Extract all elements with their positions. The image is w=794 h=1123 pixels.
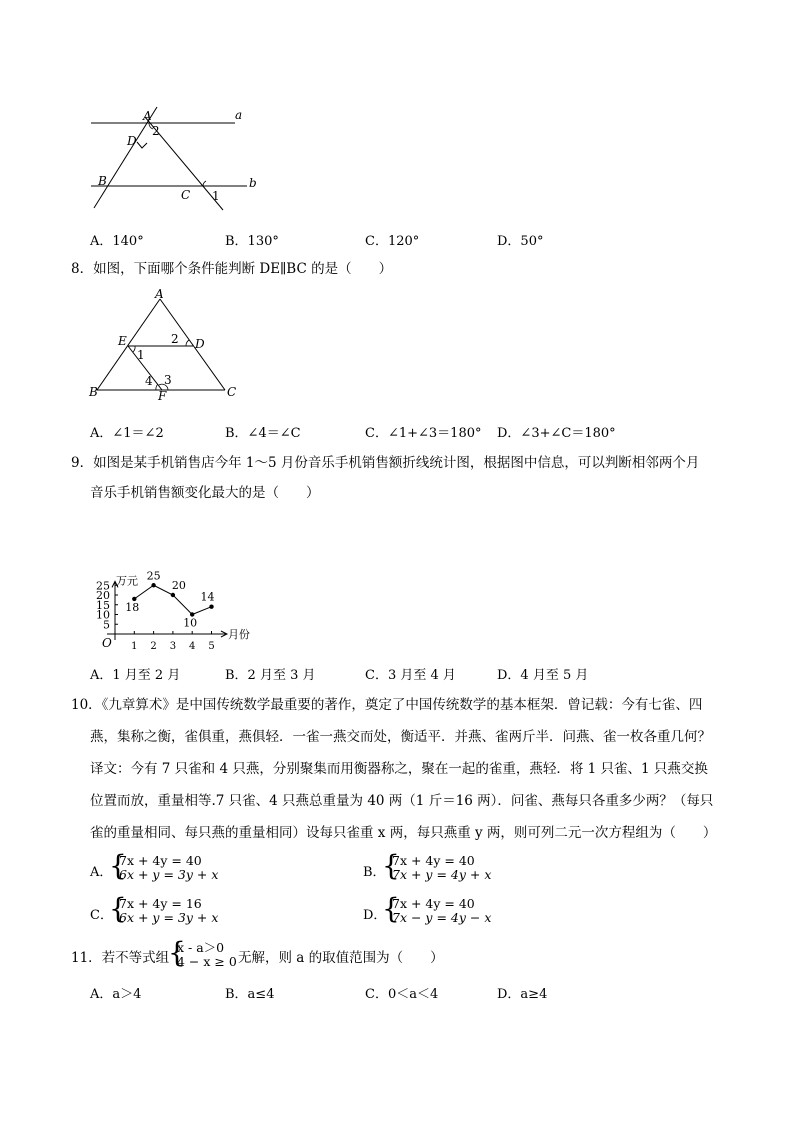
q10-line1: 10．《九章算术》是中国传统数学最重要的著作，奠定了中国传统数学的基本框架．曾记载：今有七雀、四 <box>71 697 703 713</box>
q10-option-c[interactable] <box>90 892 340 927</box>
q7-figure <box>85 105 275 220</box>
x-tick-label: 3 <box>169 641 177 652</box>
brace-icon: { <box>168 936 186 969</box>
q10-line4: 位置而放，重量相等.7 只雀、4 只燕总重量为 40 两（1 斤＝16 两）．问雀、燕每只各重多少两？（每只 <box>90 793 714 809</box>
label-D: D <box>195 337 205 351</box>
equation-2: 6x + y = 3y + x <box>119 867 219 882</box>
brace-icon: { <box>382 892 400 925</box>
y-tick-label: 20 <box>96 589 110 602</box>
label-C: C <box>181 188 191 202</box>
q11-suffix: 无解，则 a 的取值范围为（ ） <box>238 950 444 966</box>
brace-icon: { <box>109 892 127 925</box>
q11-inequality-1: x - a＞0 <box>177 940 225 955</box>
q7-option-a[interactable]: A．140° <box>90 234 144 249</box>
label-2: 2 <box>152 124 160 138</box>
x-tick-label: 5 <box>208 641 215 652</box>
q11-option-a[interactable]: A．a＞4 <box>90 987 142 1002</box>
label-1: 1 <box>212 189 220 203</box>
label-A: A <box>143 109 152 123</box>
q9-stem-line1: 9．如图是某手机销售店今年 1～5 月份音乐手机销售额折线统计图，根据图中信息，可以判断相邻两个月 <box>71 455 700 471</box>
brace-icon: { <box>382 849 400 882</box>
equation-1: 7x + 4y = 40 <box>392 853 475 868</box>
equation-2: 6x + y = 3y + x <box>119 910 219 925</box>
q10-line2: 燕，集称之衡，雀俱重，燕俱轻．一雀一燕交而处，衡适平．并燕、雀两斤半．问燕、雀一枚各重几何？ <box>90 729 711 745</box>
label-C: C <box>227 385 237 399</box>
option-label: A． <box>90 865 113 880</box>
equation-1: 7x + 4y = 40 <box>119 853 202 868</box>
q7-option-b[interactable]: B．130° <box>225 234 279 249</box>
x-tick-label: 2 <box>150 641 157 652</box>
right-angle-mark <box>137 142 147 148</box>
label-1: 1 <box>137 348 145 362</box>
q9-line-chart <box>85 508 265 656</box>
label-4: 4 <box>145 374 153 388</box>
x-axis-label: 月份 <box>227 628 250 641</box>
y-tick-label: 25 <box>96 579 110 593</box>
brace-icon: { <box>109 849 127 882</box>
label-D: D <box>127 134 137 148</box>
y-tick-label: 10 <box>96 608 110 622</box>
q11-option-c[interactable]: C．0＜a＜4 <box>365 987 439 1002</box>
label-a: a <box>235 108 243 122</box>
y-tick-label: 15 <box>96 598 110 612</box>
data-label: 10 <box>183 616 198 630</box>
q9-option-b[interactable]: B．2 月至 3 月 <box>225 668 316 683</box>
angle-1-arc <box>133 346 135 352</box>
label-B: B <box>98 174 107 188</box>
label-3: 3 <box>164 373 172 387</box>
q9-option-a[interactable]: A．1 月至 2 月 <box>90 668 181 683</box>
q8-option-b[interactable]: B．∠4＝∠C <box>225 426 301 441</box>
q11-prefix: 11．若不等式组 <box>71 950 170 966</box>
q7-option-c[interactable]: C．120° <box>365 234 420 249</box>
q11-inequality-2: 4 − x ≥ 0 <box>177 954 237 969</box>
x-tick-label: 1 <box>131 641 138 652</box>
y-axis-label: 万元 <box>116 574 138 588</box>
x-tick-label: 4 <box>189 641 196 652</box>
q9-stem-line2: 音乐手机销售额变化最大的是（ ） <box>90 485 320 501</box>
q11-option-b[interactable]: B．a≤4 <box>225 987 275 1002</box>
equation-2: 7x − y = 4y − x <box>392 910 492 925</box>
label-B: B <box>89 385 98 399</box>
label-b: b <box>249 176 257 190</box>
q10-option-d[interactable] <box>363 892 613 927</box>
option-label: D． <box>363 908 387 923</box>
q10-option-b[interactable] <box>363 849 613 884</box>
data-point <box>171 593 175 597</box>
data-label: 18 <box>125 600 140 614</box>
q8-option-c[interactable]: C．∠1+∠3＝180° <box>365 426 482 441</box>
q8-option-d[interactable]: D．∠3+∠C＝180° <box>497 426 616 441</box>
equation-1: 7x + 4y = 16 <box>119 896 202 911</box>
equation-1: 7x + 4y = 40 <box>392 896 475 911</box>
label-F: F <box>158 389 167 403</box>
q9-option-c[interactable]: C．3 月至 4 月 <box>365 668 456 683</box>
equation-2: 7x + y = 4y + x <box>392 867 492 882</box>
origin-label: O <box>102 636 112 650</box>
y-tick-label: 5 <box>103 618 110 632</box>
q10-line3: 译文：今有 7 只雀和 4 只燕，分别聚集而用衡器称之，聚在一起的雀重，燕轻．将 1 只雀、1 只燕交换 <box>90 761 708 777</box>
data-point <box>151 583 155 587</box>
label-E: E <box>118 334 127 348</box>
q9-option-d[interactable]: D．4 月至 5 月 <box>497 668 589 683</box>
q11-stem <box>71 936 691 972</box>
q8-figure <box>85 288 245 403</box>
q10-line5: 雀的重量相同、每只燕的重量相同）设每只雀重 x 两，每只燕重 y 两，则可列二元一次方程组为（ ） <box>90 825 717 841</box>
data-label: 20 <box>171 579 186 592</box>
label-A: A <box>155 288 164 301</box>
q10-option-a[interactable] <box>90 849 340 884</box>
q11-option-d[interactable]: D．a≥4 <box>497 987 548 1002</box>
label-2: 2 <box>171 332 179 346</box>
data-label: 25 <box>146 569 161 583</box>
angle-2-arc <box>186 340 189 346</box>
data-label: 14 <box>200 590 215 604</box>
data-point <box>209 605 213 609</box>
q7-option-d[interactable]: D．50° <box>497 234 544 249</box>
angle-1-arc <box>203 181 206 186</box>
q8-stem: 8．如图，下面哪个条件能判断 DE∥BC 的是（ ） <box>71 261 393 277</box>
q8-option-a[interactable]: A．∠1＝∠2 <box>90 426 164 441</box>
option-label: C． <box>90 908 113 923</box>
option-label: B． <box>363 865 386 880</box>
